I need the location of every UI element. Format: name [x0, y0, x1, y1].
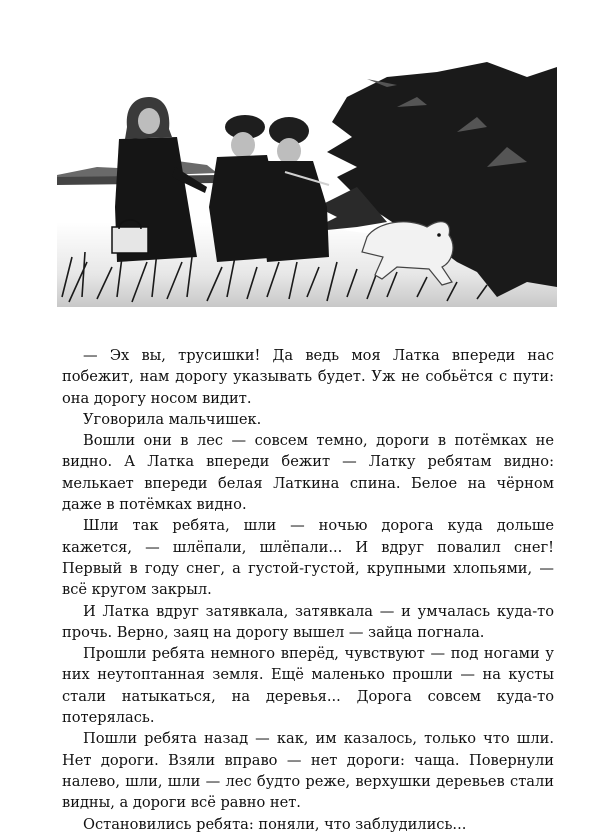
paragraph: Остановились ребята: поняли, что заблудились... [83, 815, 467, 833]
paragraph: Прошли ребята немного вперёд, чувствуют — под ногами у них неутоптанная земля. Ещё маленько прошли — на кусты стали натыкаться, на деревья... Дорога совсем куда-то потерялась. [62, 645, 554, 727]
paragraph: Вошли они в лес — совсем темно, дороги в потёмках не видно. А Латка впереди бежит — Латку ребятам видно: мелькает впереди белая Латкина спина. Белое на чёрном даже в потёмках видно. [62, 432, 554, 514]
paragraph: — Эх вы, трусишки! Да ведь моя Латка впереди нас побежит, нам дорогу указывать будет. Уж не собьётся с пути: она дорогу носом видит. [62, 347, 554, 407]
paragraph: Шли так ребята, шли — ночью дорога куда дольше кажется, — шлёпали, шлёпали... И вдруг повалил снег! Первый в году снег, а густой-густой, крупными хлопьями, — всё кругом закрыл. [62, 517, 554, 599]
paragraph: Уговорила мальчишек. [83, 410, 262, 428]
story-text [62, 345, 554, 835]
story-illustration [57, 57, 557, 307]
paragraph: И Латка вдруг затявкала, затявкала — и умчалась куда-то прочь. Верно, заяц на дорогу вышел — зайца погнала. [62, 602, 554, 641]
paragraph: Пошли ребята назад — как, им казалось, только что шли. Нет дороги. Взяли вправо — нет дороги: чаща. Повернули налево, шли, шли — лес будто реже, верхушки деревьев стали видны, а дороги всё равно нет. [62, 730, 554, 812]
